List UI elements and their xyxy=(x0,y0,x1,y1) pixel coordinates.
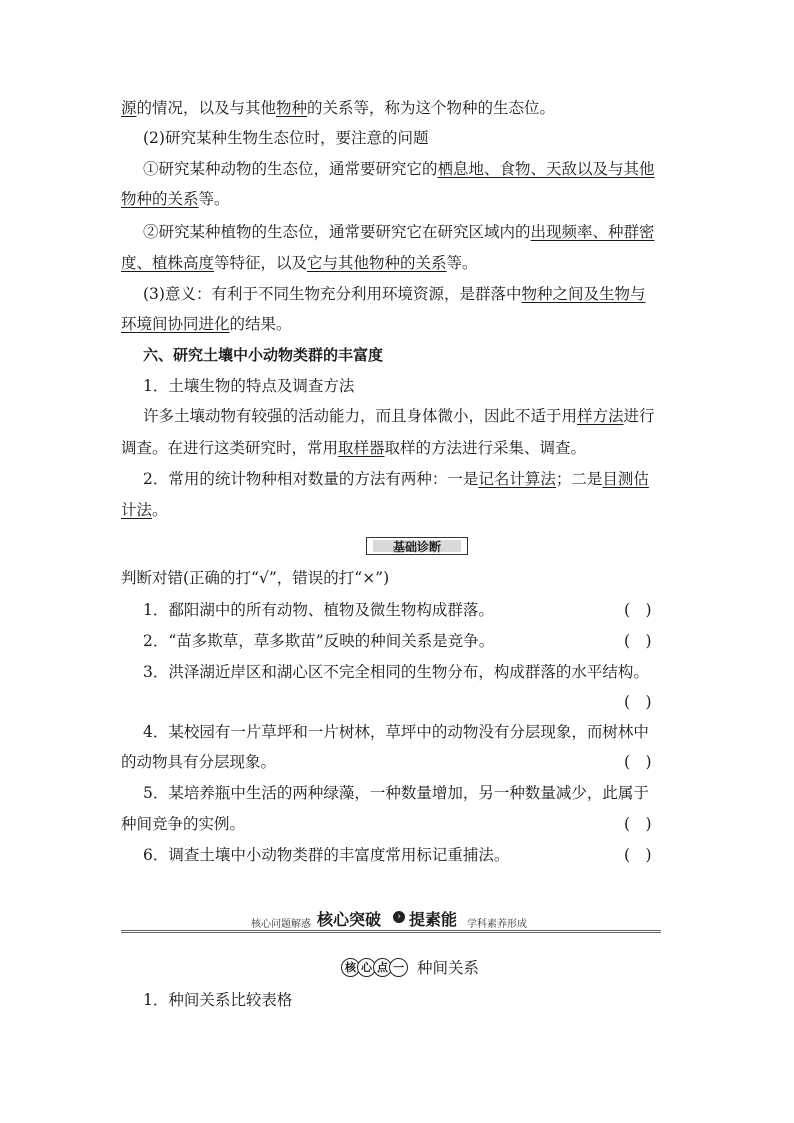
kp-title: 种间关系 xyxy=(417,959,480,977)
kp-char-4: 一 xyxy=(389,958,408,977)
question-6: 6．调查土壤中小动物类群的丰富度常用标记重捕法。 xyxy=(143,846,510,864)
soil-para-line-1: 许多土壤动物有较强的活动能力，而且身体微小，因此不适于用样方法进行 xyxy=(143,407,655,425)
answer-blank-1[interactable]: ( ) xyxy=(624,601,652,619)
core-small-left: 核心问题解惑 xyxy=(251,919,311,930)
animal-niche-line: ①研究某种动物的生态位，通常要研究它的栖息地、食物、天敌以及与其他 xyxy=(143,160,655,178)
kp-char-1: 核 xyxy=(341,958,360,977)
answer-blank-6[interactable]: ( ) xyxy=(624,846,652,864)
soil-para-line-2: 调查。在进行这类研究时，常用取样器取样的方法进行采集、调查。 xyxy=(121,439,587,457)
niche-research-heading: (2)研究某种生物生态位时，要注意的问题 xyxy=(143,129,429,147)
core-breakthrough-banner xyxy=(121,905,661,935)
core-small-right: 学科素养形成 xyxy=(467,919,527,930)
ecological-niche-line-1: 源的情况，以及与其他物种的关系等，称为这个物种的生态位。 xyxy=(121,99,556,117)
basic-diagnosis-badge: 基础诊断 xyxy=(366,537,468,555)
answer-blank-5[interactable]: ( ) xyxy=(624,815,652,833)
question-5-line-2: 种间竞争的实例。 xyxy=(121,815,246,833)
plant-niche-line-2: 度、植株高度等特征，以及它与其他物种的关系等。 xyxy=(121,254,478,272)
key-point-heading xyxy=(341,957,479,977)
arrow-right-icon: › xyxy=(393,911,405,923)
counting-methods-line-1: 2．常用的统计物种相对数量的方法有两种：一是记名计算法；二是目测估 xyxy=(143,470,649,488)
significance-line-2: 环境间协同进化的结果。 xyxy=(121,315,292,333)
section-six-heading: 六、研究土壤中小动物类群的丰富度 xyxy=(143,346,384,364)
counting-methods-line-2: 计法。 xyxy=(121,501,168,519)
soil-organism-subheading: 1．土壤生物的特点及调查方法 xyxy=(143,377,355,395)
question-5-line-1: 5．某培养瓶中生活的两种绿藻，一种数量增加，另一种数量减少，此属于 xyxy=(143,784,649,802)
significance-line: (3)意义：有利于不同生物充分利用环境资源，是群落中物种之间及生物与 xyxy=(143,285,646,303)
diagnosis-intro: 判断对错(正确的打“√”，错误的打“×”) xyxy=(121,569,390,587)
question-1: 1．鄱阳湖中的所有动物、植物及微生物构成群落。 xyxy=(143,601,494,619)
question-2: 2．“苗多欺草，草多欺苗”反映的种间关系是竞争。 xyxy=(143,632,495,650)
answer-blank-3[interactable]: ( ) xyxy=(624,693,652,711)
kp-char-2: 心 xyxy=(357,958,376,977)
plant-niche-line: ②研究某种植物的生态位，通常要研究它在研究区域内的出现频率、种群密 xyxy=(143,223,655,241)
question-4-line-1: 4．某校园有一片草坪和一片树林，草坪中的动物没有分层现象，而树林中 xyxy=(143,723,649,741)
interspecies-table-caption: 1．种间关系比较表格 xyxy=(143,991,293,1009)
question-3: 3．洪泽湖近岸区和湖心区不完全相同的生物分布，构成群落的水平结构。 xyxy=(143,663,649,681)
kp-char-3: 点 xyxy=(373,958,392,977)
answer-blank-2[interactable]: ( ) xyxy=(624,632,652,650)
banner-divider xyxy=(121,930,661,933)
core-big-right: 提素能 xyxy=(409,910,458,929)
core-big-left: 核心突破 xyxy=(317,910,382,929)
animal-niche-line-2: 物种的关系等。 xyxy=(121,190,230,208)
question-4-line-2: 的动物具有分层现象。 xyxy=(121,753,277,771)
answer-blank-4[interactable]: ( ) xyxy=(624,753,652,771)
